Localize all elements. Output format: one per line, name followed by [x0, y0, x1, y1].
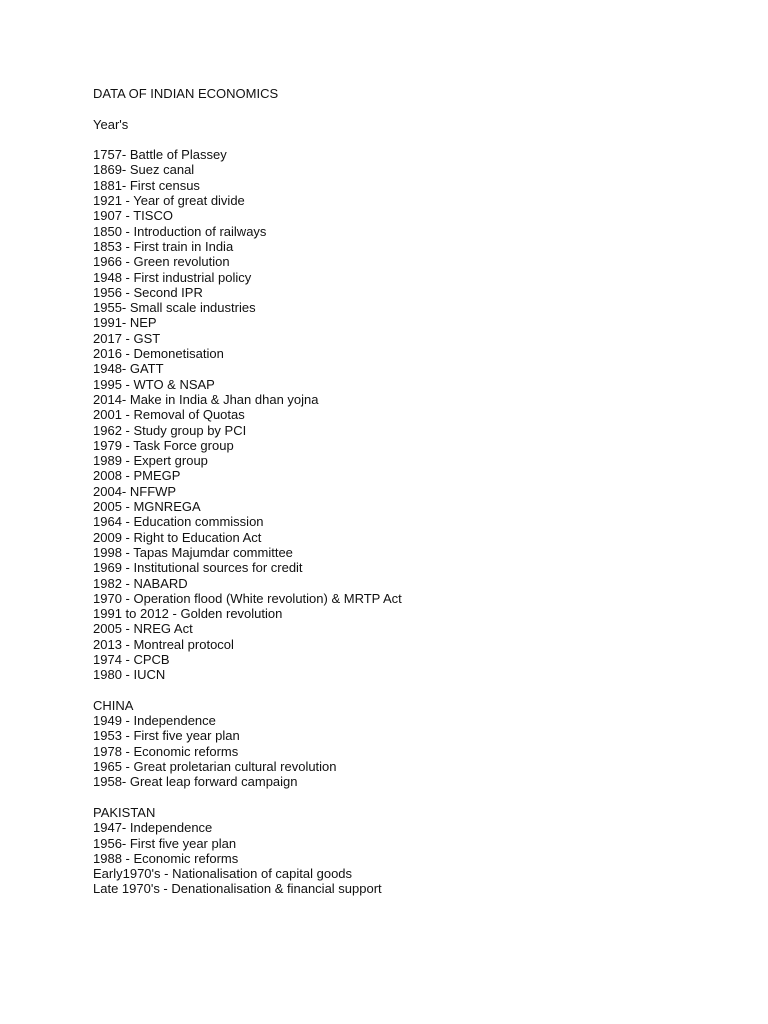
list-item: 1850 - Introduction of railways — [93, 223, 267, 239]
china-heading: CHINA — [93, 697, 134, 713]
list-item: 1947- Independence — [93, 820, 213, 836]
list-item: 2013 - Montreal protocol — [93, 636, 234, 652]
spacer — [93, 683, 733, 698]
years-subtitle: Year's — [93, 116, 129, 132]
list-item: 2005 - NREG Act — [93, 621, 193, 637]
list-item: 1991- NEP — [93, 315, 157, 331]
list-item: 1962 - Study group by PCI — [93, 422, 247, 438]
list-item: 1979 - Task Force group — [93, 437, 234, 453]
list-item: 2004- NFFWP — [93, 483, 177, 499]
list-item: 1956- First five year plan — [93, 835, 237, 851]
list-item: 1757- Battle of Plassey — [93, 147, 227, 163]
india-events-list — [93, 147, 733, 682]
list-item: 1964 - Education commission — [93, 514, 264, 530]
list-item: 1921 - Year of great divide — [93, 193, 245, 209]
list-item: 1881- First census — [93, 177, 200, 193]
list-item: 1953 - First five year plan — [93, 728, 240, 744]
list-item: 1978 - Economic reforms — [93, 743, 239, 759]
list-item: 2001 - Removal of Quotas — [93, 407, 245, 423]
list-item: 1869- Suez canal — [93, 162, 195, 178]
list-item: 1970 - Operation flood (White revolution) & MRTP Act — [93, 590, 402, 606]
pakistan-heading: PAKISTAN — [93, 804, 156, 820]
document-title: DATA OF INDIAN ECONOMICS — [93, 86, 279, 101]
list-item: 2005 - MGNREGA — [93, 499, 201, 515]
list-item: 1989 - Expert group — [93, 453, 208, 469]
list-item: 1995 - WTO & NSAP — [93, 376, 215, 392]
spacer — [93, 790, 733, 805]
list-item: 1982 - NABARD — [93, 575, 188, 591]
list-item: 1974 - CPCB — [93, 651, 170, 667]
list-item: 1958- Great leap forward campaign — [93, 774, 298, 790]
list-item: 1949 - Independence — [93, 713, 216, 729]
list-item: 2016 - Demonetisation — [93, 346, 224, 362]
list-item: 2017 - GST — [93, 330, 161, 346]
list-item: 1948 - First industrial policy — [93, 269, 252, 285]
list-item: 2008 - PMEGP — [93, 468, 181, 484]
list-item: 1969 - Institutional sources for credit — [93, 560, 303, 576]
list-item: Late 1970's - Denationalisation & financial support — [93, 881, 382, 897]
list-item: 1907 - TISCO — [93, 208, 173, 224]
list-item: 1965 - Great proletarian cultural revolution — [93, 759, 337, 775]
list-item: 1966 - Green revolution — [93, 254, 230, 270]
list-item: 1998 - Tapas Majumdar committee — [93, 544, 293, 560]
list-item: 2014- Make in India & Jhan dhan yojna — [93, 391, 319, 407]
spacer — [93, 101, 733, 116]
list-item: 1991 to 2012 - Golden revolution — [93, 606, 283, 622]
document-page — [93, 86, 733, 897]
list-item: 1988 - Economic reforms — [93, 850, 239, 866]
list-item: Early1970's - Nationalisation of capital goods — [93, 866, 353, 882]
list-item: 1853 - First train in India — [93, 238, 234, 254]
pakistan-section — [93, 805, 733, 897]
list-item: 1956 - Second IPR — [93, 284, 203, 300]
list-item: 1948- GATT — [93, 361, 164, 377]
spacer — [93, 132, 733, 147]
list-item: 1955- Small scale industries — [93, 300, 256, 316]
list-item: 1980 - IUCN — [93, 667, 166, 683]
china-section — [93, 698, 733, 790]
list-item: 2009 - Right to Education Act — [93, 529, 262, 545]
